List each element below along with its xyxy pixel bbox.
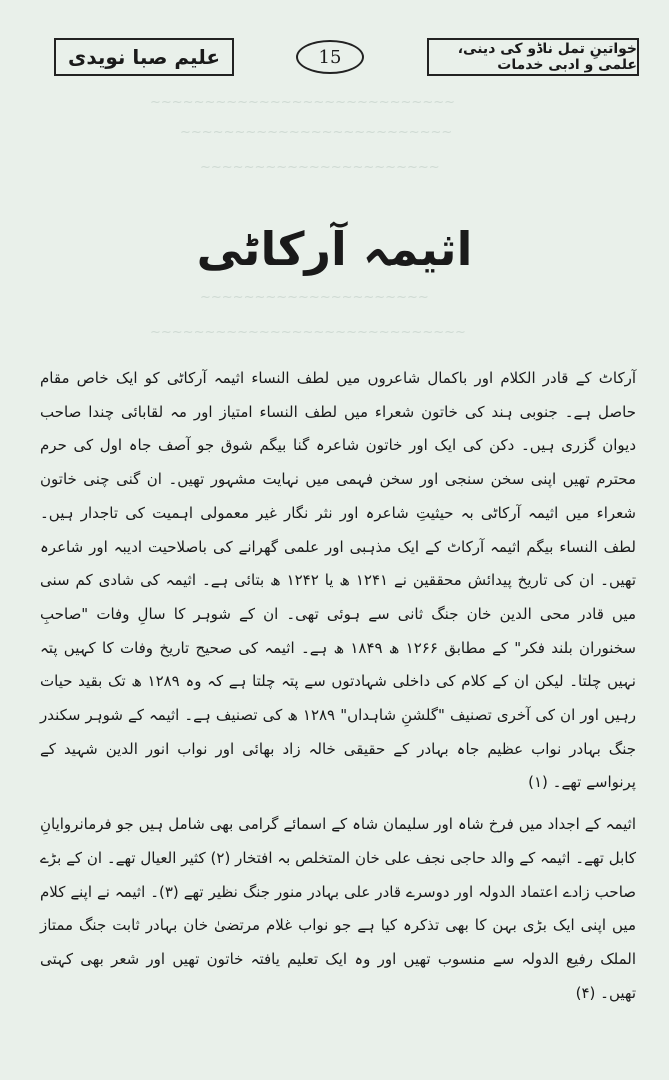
author-name: علیم صبا نویدی <box>67 45 221 69</box>
show-through-line: ~~~~~~~~~~~~~~~~~~~~~~~~~ <box>180 125 453 140</box>
paragraph: آرکاٹ کے قادر الکلام اور باکمال شاعروں میں لطف النساء اثیمہ آرکاٹی کو ایک خاص مقام حاصل ہے۔ جنوبی ہند کی خاتون شعراء میں لطف النساء امتیاز اور مہ لقابائی چندا صاحب دیوان گزری ہیں۔ دکن کی ایک اور خاتون شاعرہ گنا بیگم شوق جو آصف جاہ اول کی حرم محترم تھیں اپنی سخن سنجی اور سخن فہمی میں نہایت مشہور تھیں۔ ان گنی چنی خاتون شعراء میں اثیمہ آرکاٹی بہ حیثیتِ شاعرہ اور نثر نگار غیر معمولی اہمیت کی تاجدار ہیں۔ لطف النساء بیگم اثیمہ آرکاٹ کے ایک مذہبی اور علمی گھرانے کی باصلاحیت ادیبہ اور شاعرہ تھیں۔ ان کی تاریخ پیدائش محققین نے ۱۲۴۱ ھ یا ۱۲۴۲ ھ بتائی ہے۔ اثیمہ کی شادی کم سنی میں قادر محی الدین خان جنگ ثانی سے ہوئی تھی۔ ان کے شوہر کا سالِ وفات "صاحبِ سخنوران بلند فکر" کے مطابق ۱۲۶۶ ھ ۱۸۴۹ ھ ہے۔ اثیمہ کی صحیح تاریخ وفات کا کہیں پتہ نہیں چلتا۔ لیکن ان کے کلام کی داخلی شہادتوں سے پتہ چلتا ہے کہ وہ ۱۲۸۹ ھ تک بقید حیات رہیں اور ان کی آخری تصنیف "گلشنِ شاہداں" ۱۲۸۹ ھ کی تصنیف ہے۔ اثیمہ کے شوہر سکندر جنگ بہادر نواب عظیم جاہ بہادر کے حقیقی خالہ زاد بھائی اور نواب انور الدین شہید کے پرنواسے تھے۔ (۱) <box>40 369 637 792</box>
show-through-line: ~~~~~~~~~~~~~~~~~~~~~~~~~~~~ <box>150 95 455 110</box>
show-through-line: ~~~~~~~~~~~~~~~~~~~~~~~~~~~~~ <box>150 325 466 340</box>
book-title-box <box>427 38 639 76</box>
page-number: 15 <box>296 40 364 74</box>
show-through-line: ~~~~~~~~~~~~~~~~~~~~~ <box>200 290 429 305</box>
page-title: اثیمہ آرکاٹی <box>196 222 473 276</box>
show-through-line: ~~~~~~~~~~~~~~~~~~~~~~ <box>200 160 440 175</box>
author-name-box <box>54 38 234 76</box>
paragraph: اثیمہ کے اجداد میں فرخ شاہ اور سلیمان شاہ کے اسمائے گرامی بھی شامل ہیں جو فرمانروایانِ کابل تھے۔ اثیمہ کے والد حاجی نجف علی خان المتخلص بہ افتخار (۲) کثیر العیال تھے۔ ان کے بڑے صاحب زادے اعتماد الدولہ اور دوسرے قادر علی بہادر منور جنگ نظیر تھے (۳)۔ اثیمہ نے اپنے کلام میں اپنی ایک بڑی بہن کا بھی تذکرہ کیا ہے جو نواب غلام مرتضیٰ خان بہادر ثابت جنگ ممتاز الملک رفیع الدولہ سے منسوب تھیں اور وہ ایک تعلیم یافتہ خاتون تھیں اور شعر بھی کہتی تھیں۔ (۴) <box>40 815 636 1002</box>
book-title: خواتینِ تمل ناڈو کی دینی، علمی و ادبی خدمات <box>457 41 637 73</box>
article-body <box>40 362 636 1010</box>
